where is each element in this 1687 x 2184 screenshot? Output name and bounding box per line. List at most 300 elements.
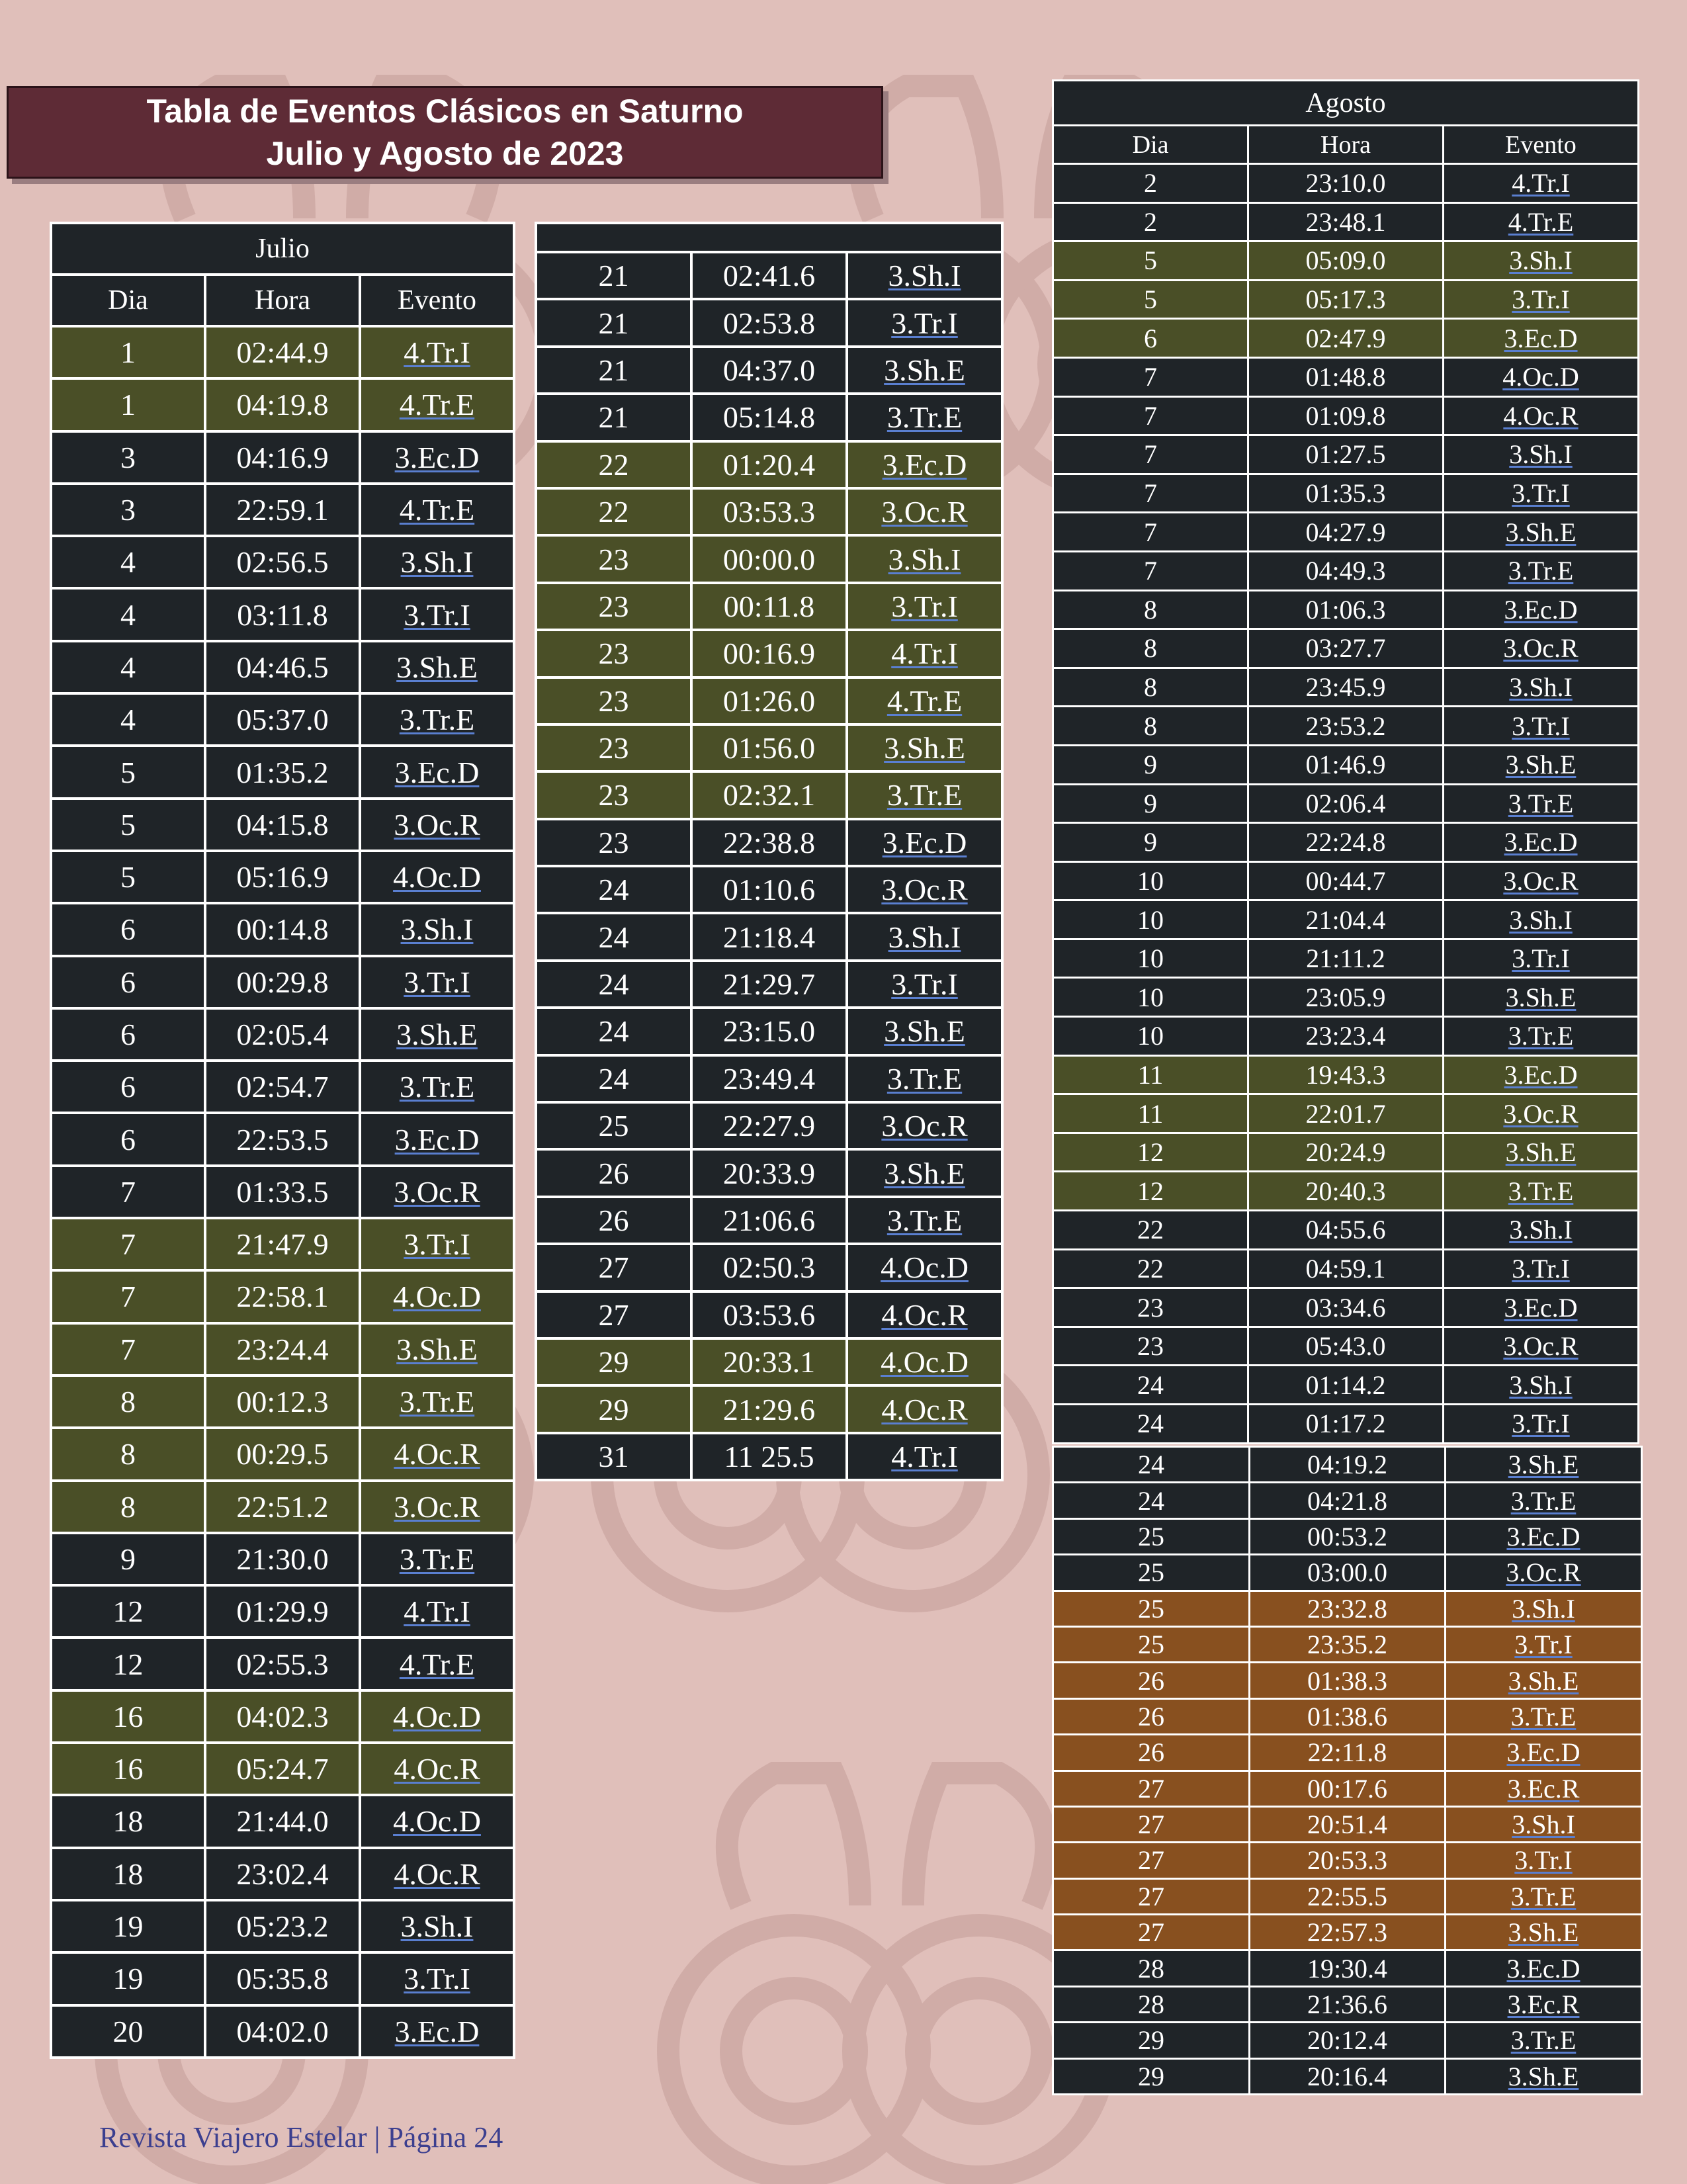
evento-label: 4.Tr.I bbox=[404, 335, 470, 370]
julio-row bbox=[51, 956, 514, 1008]
evento-cell bbox=[1446, 1770, 1642, 1806]
evento-cell bbox=[360, 1270, 514, 1323]
dia-cell: 26 bbox=[1053, 1698, 1250, 1734]
dia-cell: 23 bbox=[536, 583, 691, 630]
dia-cell: 8 bbox=[1053, 590, 1248, 629]
evento-cell bbox=[1444, 1172, 1639, 1211]
agosto-row bbox=[1053, 590, 1639, 629]
hora-cell: 04:49.3 bbox=[1248, 551, 1444, 590]
evento-cell bbox=[1444, 1094, 1639, 1133]
dia-cell: 24 bbox=[536, 1055, 691, 1102]
dia-cell: 23 bbox=[1053, 1327, 1248, 1366]
evento-label: 3.Sh.I bbox=[1509, 439, 1573, 470]
evento-label: 3.Tr.E bbox=[887, 400, 963, 435]
hora-cell: 04:27.9 bbox=[1248, 513, 1444, 552]
dia-cell: 27 bbox=[1053, 1915, 1250, 1950]
hora-cell: 01:17.2 bbox=[1248, 1405, 1444, 1444]
dia-cell: 26 bbox=[1053, 1735, 1250, 1770]
evento-label: 3.Oc.R bbox=[394, 807, 480, 842]
julio-col-evento: Evento bbox=[360, 275, 514, 326]
agosto-row bbox=[1053, 861, 1639, 900]
dia-cell: 28 bbox=[1053, 1986, 1250, 2022]
agosto-row bbox=[1053, 164, 1639, 203]
evento-cell bbox=[1444, 474, 1639, 513]
dia-cell: 23 bbox=[536, 819, 691, 866]
evento-cell bbox=[847, 1055, 1002, 1102]
evento-label: 4.Oc.R bbox=[881, 1297, 968, 1332]
page-title-line-1: Tabla de Eventos Clásicos en Saturno bbox=[146, 93, 744, 130]
hora-cell: 22:58.1 bbox=[205, 1270, 360, 1323]
evento-label: 4.Oc.D bbox=[1502, 362, 1579, 392]
dia-cell: 12 bbox=[51, 1638, 205, 1690]
evento-label: 4.Oc.R bbox=[1503, 400, 1579, 431]
dia-cell: 2 bbox=[1053, 202, 1248, 241]
evento-cell bbox=[1444, 668, 1639, 707]
evento-cell bbox=[360, 1900, 514, 1952]
agosto-col-evento: Evento bbox=[1444, 126, 1639, 164]
evento-cell bbox=[360, 746, 514, 798]
dia-cell: 10 bbox=[1053, 1017, 1248, 1056]
agosto-row bbox=[1053, 241, 1639, 281]
hora-cell: 22:57.3 bbox=[1250, 1915, 1446, 1950]
hora-cell: 00:12.3 bbox=[205, 1376, 360, 1428]
dia-cell: 10 bbox=[1053, 978, 1248, 1017]
evento-cell bbox=[1446, 1878, 1642, 1914]
evento-label: 3.Ec.D bbox=[1506, 1521, 1580, 1551]
hora-cell: 03:00.0 bbox=[1250, 1555, 1446, 1591]
julio2-row bbox=[536, 1244, 1002, 1291]
hora-cell: 23:02.4 bbox=[205, 1848, 360, 1900]
julio-row bbox=[51, 1008, 514, 1061]
evento-label: 3.Ec.D bbox=[1504, 1292, 1578, 1323]
julio-row bbox=[51, 484, 514, 536]
evento-label: 3.Sh.E bbox=[1508, 1450, 1579, 1480]
hora-cell: 21:18.4 bbox=[691, 913, 847, 960]
hora-cell: 23:23.4 bbox=[1248, 1017, 1444, 1056]
hora-cell: 21:29.6 bbox=[691, 1385, 847, 1432]
page-footer: Revista Viajero Estelar | Página 24 bbox=[99, 2121, 503, 2154]
dia-cell: 21 bbox=[536, 252, 691, 299]
evento-cell bbox=[847, 583, 1002, 630]
agosto2-row bbox=[1053, 1950, 1642, 1986]
julio2-row bbox=[536, 535, 1002, 582]
dia-cell: 25 bbox=[1053, 1555, 1250, 1591]
evento-cell bbox=[360, 484, 514, 536]
evento-cell bbox=[1446, 1950, 1642, 1986]
julio-row bbox=[51, 1270, 514, 1323]
dia-cell: 7 bbox=[1053, 396, 1248, 435]
evento-cell bbox=[1446, 1518, 1642, 1554]
julio2-row bbox=[536, 347, 1002, 394]
dia-cell: 24 bbox=[536, 913, 691, 960]
dia-cell: 24 bbox=[536, 866, 691, 913]
hora-cell: 11 25.5 bbox=[691, 1433, 847, 1480]
evento-label: 3.Tr.I bbox=[404, 965, 470, 999]
agosto-row bbox=[1053, 939, 1639, 978]
page-title-box bbox=[7, 86, 883, 179]
hora-cell: 20:33.9 bbox=[691, 1149, 847, 1196]
dia-cell: 26 bbox=[1053, 1663, 1250, 1698]
agosto-row bbox=[1053, 319, 1639, 358]
hora-cell: 20:12.4 bbox=[1250, 2023, 1446, 2058]
hora-cell: 23:15.0 bbox=[691, 1008, 847, 1055]
dia-cell: 6 bbox=[51, 903, 205, 955]
evento-label: 3.Sh.E bbox=[1505, 982, 1577, 1012]
hora-cell: 04:59.1 bbox=[1248, 1249, 1444, 1288]
hora-cell: 23:24.4 bbox=[205, 1323, 360, 1376]
evento-cell bbox=[847, 299, 1002, 346]
dia-cell: 8 bbox=[1053, 707, 1248, 746]
julio2-row bbox=[536, 677, 1002, 724]
julio-continued-table bbox=[535, 222, 1004, 1481]
evento-label: 3.Sh.E bbox=[1505, 517, 1577, 547]
agosto2-row bbox=[1053, 1843, 1642, 1878]
hora-cell: 04:21.8 bbox=[1250, 1483, 1446, 1518]
hora-cell: 05:14.8 bbox=[691, 394, 847, 441]
julio-col-hora: Hora bbox=[205, 275, 360, 326]
julio-row bbox=[51, 1743, 514, 1795]
evento-cell bbox=[1446, 1806, 1642, 1842]
evento-cell bbox=[847, 913, 1002, 960]
evento-cell bbox=[360, 378, 514, 431]
dia-cell: 16 bbox=[51, 1743, 205, 1795]
dia-cell: 16 bbox=[51, 1690, 205, 1743]
evento-cell bbox=[360, 1585, 514, 1638]
julio2-row bbox=[536, 630, 1002, 677]
evento-cell bbox=[360, 1061, 514, 1113]
hora-cell: 22:01.7 bbox=[1248, 1094, 1444, 1133]
evento-label: 3.Tr.I bbox=[404, 597, 470, 632]
evento-label: 3.Tr.E bbox=[1508, 556, 1574, 586]
hora-cell: 23:32.8 bbox=[1250, 1591, 1446, 1626]
julio-row bbox=[51, 378, 514, 431]
evento-label: 4.Oc.R bbox=[394, 1752, 480, 1786]
hora-cell: 22:11.8 bbox=[1250, 1735, 1446, 1770]
dia-cell: 3 bbox=[51, 431, 205, 484]
evento-label: 3.Sh.I bbox=[1509, 1215, 1573, 1245]
dia-cell: 20 bbox=[51, 2005, 205, 2058]
evento-label: 4.Tr.I bbox=[891, 1439, 958, 1473]
evento-label: 4.Oc.R bbox=[881, 1392, 968, 1426]
agosto-continued-table bbox=[1052, 1446, 1643, 2095]
evento-label: 3.Ec.R bbox=[1507, 1989, 1580, 2020]
hora-cell: 01:35.2 bbox=[205, 746, 360, 798]
agosto-row bbox=[1053, 1211, 1639, 1250]
evento-cell bbox=[1444, 1366, 1639, 1405]
evento-label: 3.Sh.E bbox=[396, 1018, 478, 1051]
julio-row bbox=[51, 746, 514, 798]
hora-cell: 00:29.5 bbox=[205, 1428, 360, 1480]
julio-row bbox=[51, 1690, 514, 1743]
evento-cell bbox=[1446, 1698, 1642, 1734]
agosto-row bbox=[1053, 202, 1639, 241]
evento-label: 3.Tr.E bbox=[1508, 788, 1574, 818]
evento-cell bbox=[1446, 1663, 1642, 1698]
evento-label: 4.Tr.E bbox=[1508, 206, 1574, 237]
agosto-col-hora: Hora bbox=[1248, 126, 1444, 164]
evento-label: 3.Tr.E bbox=[1510, 2025, 1577, 2056]
agosto2-row bbox=[1053, 1986, 1642, 2022]
dia-cell: 7 bbox=[1053, 513, 1248, 552]
evento-cell bbox=[847, 771, 1002, 818]
evento-cell bbox=[847, 819, 1002, 866]
hora-cell: 01:09.8 bbox=[1248, 396, 1444, 435]
hora-cell: 02:53.8 bbox=[691, 299, 847, 346]
evento-label: 3.Tr.E bbox=[399, 703, 475, 737]
evento-cell bbox=[1444, 1405, 1639, 1444]
hora-cell: 01:27.5 bbox=[1248, 435, 1444, 474]
agosto-row bbox=[1053, 280, 1639, 319]
hora-cell: 20:16.4 bbox=[1250, 2058, 1446, 2094]
dia-cell: 6 bbox=[51, 1113, 205, 1165]
evento-label: 3.Sh.E bbox=[1508, 1917, 1579, 1948]
evento-cell bbox=[360, 2005, 514, 2058]
evento-label: 3.Tr.E bbox=[887, 1061, 963, 1096]
evento-cell bbox=[1444, 1249, 1639, 1288]
agosto-row bbox=[1053, 707, 1639, 746]
dia-cell: 1 bbox=[51, 378, 205, 431]
evento-label: 3.Tr.E bbox=[1510, 1485, 1577, 1516]
evento-label: 3.Tr.E bbox=[1508, 1021, 1574, 1051]
dia-cell: 23 bbox=[536, 630, 691, 677]
dia-cell: 7 bbox=[51, 1218, 205, 1270]
julio2-row bbox=[536, 252, 1002, 299]
hora-cell: 04:02.0 bbox=[205, 2005, 360, 2058]
hora-cell: 23:10.0 bbox=[1248, 164, 1444, 203]
hora-cell: 01:26.0 bbox=[691, 677, 847, 724]
dia-cell: 21 bbox=[536, 394, 691, 441]
agosto2-row bbox=[1053, 2023, 1642, 2058]
hora-cell: 00:11.8 bbox=[691, 583, 847, 630]
evento-label: 3.Tr.I bbox=[1512, 284, 1570, 315]
evento-label: 4.Tr.I bbox=[1512, 168, 1570, 198]
julio2-row bbox=[536, 488, 1002, 535]
evento-cell bbox=[1444, 202, 1639, 241]
evento-label: 3.Tr.I bbox=[891, 589, 958, 623]
hora-cell: 02:54.7 bbox=[205, 1061, 360, 1113]
hora-cell: 04:19.2 bbox=[1250, 1447, 1446, 1483]
dia-cell: 18 bbox=[51, 1848, 205, 1900]
dia-cell: 9 bbox=[1053, 823, 1248, 862]
julio-row bbox=[51, 1795, 514, 1847]
evento-label: 3.Tr.I bbox=[1512, 1253, 1570, 1284]
hora-cell: 05:43.0 bbox=[1248, 1327, 1444, 1366]
dia-cell: 7 bbox=[51, 1270, 205, 1323]
dia-cell: 5 bbox=[51, 746, 205, 798]
hora-cell: 20:33.1 bbox=[691, 1338, 847, 1385]
julio-continued-header-bar bbox=[536, 223, 1002, 252]
evento-cell bbox=[1446, 2023, 1642, 2058]
hora-cell: 23:35.2 bbox=[1250, 1626, 1446, 1662]
evento-label: 4.Oc.D bbox=[393, 1804, 481, 1839]
dia-cell: 29 bbox=[536, 1385, 691, 1432]
julio2-row bbox=[536, 394, 1002, 441]
julio-col-dia: Dia bbox=[51, 275, 205, 326]
dia-cell: 26 bbox=[536, 1149, 691, 1196]
hora-cell: 02:56.5 bbox=[205, 536, 360, 588]
hora-cell: 01:14.2 bbox=[1248, 1366, 1444, 1405]
julio2-row bbox=[536, 441, 1002, 488]
julio2-row bbox=[536, 1055, 1002, 1102]
evento-label: 3.Sh.I bbox=[888, 259, 961, 293]
julio-row bbox=[51, 1533, 514, 1585]
dia-cell: 3 bbox=[51, 484, 205, 536]
dia-cell: 29 bbox=[1053, 2023, 1250, 2058]
evento-cell bbox=[847, 677, 1002, 724]
evento-cell bbox=[360, 1638, 514, 1690]
hora-cell: 01:29.9 bbox=[205, 1585, 360, 1638]
evento-cell bbox=[847, 1433, 1002, 1480]
agosto-row bbox=[1053, 668, 1639, 707]
agosto-row bbox=[1053, 784, 1639, 823]
agosto2-row bbox=[1053, 1698, 1642, 1734]
evento-cell bbox=[1444, 590, 1639, 629]
evento-label: 3.Ec.D bbox=[1506, 1737, 1580, 1768]
julio-row bbox=[51, 903, 514, 955]
agosto-table bbox=[1052, 79, 1639, 1444]
evento-cell bbox=[1444, 1133, 1639, 1172]
julio-row bbox=[51, 2005, 514, 2058]
hora-cell: 05:23.2 bbox=[205, 1900, 360, 1952]
evento-label: 4.Oc.D bbox=[393, 1699, 481, 1733]
dia-cell: 23 bbox=[1053, 1288, 1248, 1327]
evento-label: 3.Oc.R bbox=[881, 1109, 968, 1143]
dia-cell: 27 bbox=[1053, 1843, 1250, 1878]
hora-cell: 03:34.6 bbox=[1248, 1288, 1444, 1327]
evento-cell bbox=[847, 1197, 1002, 1244]
dia-cell: 5 bbox=[51, 799, 205, 851]
dia-cell: 10 bbox=[1053, 900, 1248, 939]
julio-month-header: Julio bbox=[51, 223, 514, 275]
evento-label: 3.Sh.I bbox=[1512, 1593, 1575, 1624]
julio-row bbox=[51, 1113, 514, 1165]
evento-label: 3.Ec.D bbox=[394, 2014, 480, 2048]
dia-cell: 4 bbox=[51, 693, 205, 746]
hora-cell: 21:47.9 bbox=[205, 1218, 360, 1270]
julio2-row bbox=[536, 1197, 1002, 1244]
hora-cell: 05:09.0 bbox=[1248, 241, 1444, 281]
dia-cell: 4 bbox=[51, 536, 205, 588]
evento-cell bbox=[1444, 629, 1639, 668]
evento-cell bbox=[847, 1149, 1002, 1196]
agosto-row bbox=[1053, 823, 1639, 862]
evento-cell bbox=[360, 1376, 514, 1428]
hora-cell: 20:51.4 bbox=[1250, 1806, 1446, 1842]
dia-cell: 11 bbox=[1053, 1094, 1248, 1133]
evento-cell bbox=[360, 641, 514, 693]
julio2-row bbox=[536, 771, 1002, 818]
evento-label: 3.Tr.I bbox=[891, 306, 958, 340]
evento-cell bbox=[360, 1743, 514, 1795]
evento-label: 3.Tr.I bbox=[404, 1227, 470, 1262]
julio-row bbox=[51, 431, 514, 484]
julio-row bbox=[51, 1481, 514, 1533]
julio-row bbox=[51, 1061, 514, 1113]
evento-label: 3.Sh.I bbox=[400, 545, 474, 580]
evento-cell bbox=[847, 1338, 1002, 1385]
evento-label: 3.Sh.E bbox=[1505, 1137, 1577, 1168]
evento-label: 3.Ec.D bbox=[1506, 1953, 1580, 1984]
dia-cell: 23 bbox=[536, 677, 691, 724]
evento-cell bbox=[1444, 978, 1639, 1017]
agosto2-row bbox=[1053, 2058, 1642, 2094]
hora-cell: 01:06.3 bbox=[1248, 590, 1444, 629]
dia-cell: 21 bbox=[536, 299, 691, 346]
evento-cell bbox=[360, 693, 514, 746]
evento-label: 3.Ec.D bbox=[394, 1122, 480, 1157]
hora-cell: 23:48.1 bbox=[1248, 202, 1444, 241]
evento-cell bbox=[1444, 513, 1639, 552]
evento-cell bbox=[360, 956, 514, 1008]
dia-cell: 24 bbox=[536, 961, 691, 1008]
evento-cell bbox=[360, 851, 514, 903]
evento-cell bbox=[847, 961, 1002, 1008]
julio-row bbox=[51, 588, 514, 640]
evento-label: 3.Oc.R bbox=[394, 1489, 480, 1524]
dia-cell: 24 bbox=[1053, 1447, 1250, 1483]
dia-cell: 31 bbox=[536, 1433, 691, 1480]
agosto-row bbox=[1053, 1055, 1639, 1094]
julio2-row bbox=[536, 819, 1002, 866]
evento-cell bbox=[847, 1244, 1002, 1291]
evento-label: 3.Sh.I bbox=[888, 542, 961, 576]
evento-label: 3.Tr.E bbox=[887, 1203, 963, 1237]
evento-label: 3.Tr.I bbox=[404, 1962, 470, 1996]
hora-cell: 02:44.9 bbox=[205, 326, 360, 378]
dia-cell: 22 bbox=[536, 441, 691, 488]
agosto2-row bbox=[1053, 1555, 1642, 1591]
evento-label: 3.Sh.I bbox=[400, 912, 474, 947]
agosto2-row bbox=[1053, 1770, 1642, 1806]
evento-cell bbox=[360, 326, 514, 378]
evento-label: 4.Tr.I bbox=[891, 636, 958, 671]
hora-cell: 22:51.2 bbox=[205, 1481, 360, 1533]
julio2-row bbox=[536, 913, 1002, 960]
dia-cell: 8 bbox=[51, 1481, 205, 1533]
julio2-row bbox=[536, 961, 1002, 1008]
evento-label: 4.Oc.D bbox=[881, 1345, 969, 1379]
evento-label: 3.Oc.R bbox=[1503, 633, 1579, 664]
evento-cell bbox=[847, 1008, 1002, 1055]
dia-cell: 7 bbox=[1053, 357, 1248, 396]
evento-cell bbox=[360, 1008, 514, 1061]
evento-label: 3.Tr.E bbox=[399, 1385, 475, 1419]
dia-cell: 8 bbox=[51, 1428, 205, 1480]
julio-table bbox=[50, 222, 515, 2059]
hora-cell: 03:11.8 bbox=[205, 588, 360, 640]
evento-label: 4.Tr.E bbox=[399, 388, 475, 422]
evento-cell bbox=[1444, 1055, 1639, 1094]
evento-cell bbox=[1446, 1986, 1642, 2022]
evento-cell bbox=[360, 799, 514, 851]
evento-label: 3.Tr.I bbox=[1514, 1630, 1573, 1660]
dia-cell: 26 bbox=[536, 1197, 691, 1244]
evento-cell bbox=[1444, 551, 1639, 590]
hora-cell: 23:45.9 bbox=[1248, 668, 1444, 707]
hora-cell: 00:00.0 bbox=[691, 535, 847, 582]
hora-cell: 23:05.9 bbox=[1248, 978, 1444, 1017]
agosto2-row bbox=[1053, 1663, 1642, 1698]
evento-label: 3.Oc.R bbox=[1503, 1331, 1579, 1362]
dia-cell: 9 bbox=[51, 1533, 205, 1585]
evento-label: 3.Oc.R bbox=[1503, 865, 1579, 896]
dia-cell: 23 bbox=[536, 771, 691, 818]
hora-cell: 22:27.9 bbox=[691, 1102, 847, 1149]
evento-cell bbox=[1444, 435, 1639, 474]
dia-cell: 29 bbox=[536, 1338, 691, 1385]
julio2-row bbox=[536, 724, 1002, 771]
agosto-row bbox=[1053, 1017, 1639, 1056]
